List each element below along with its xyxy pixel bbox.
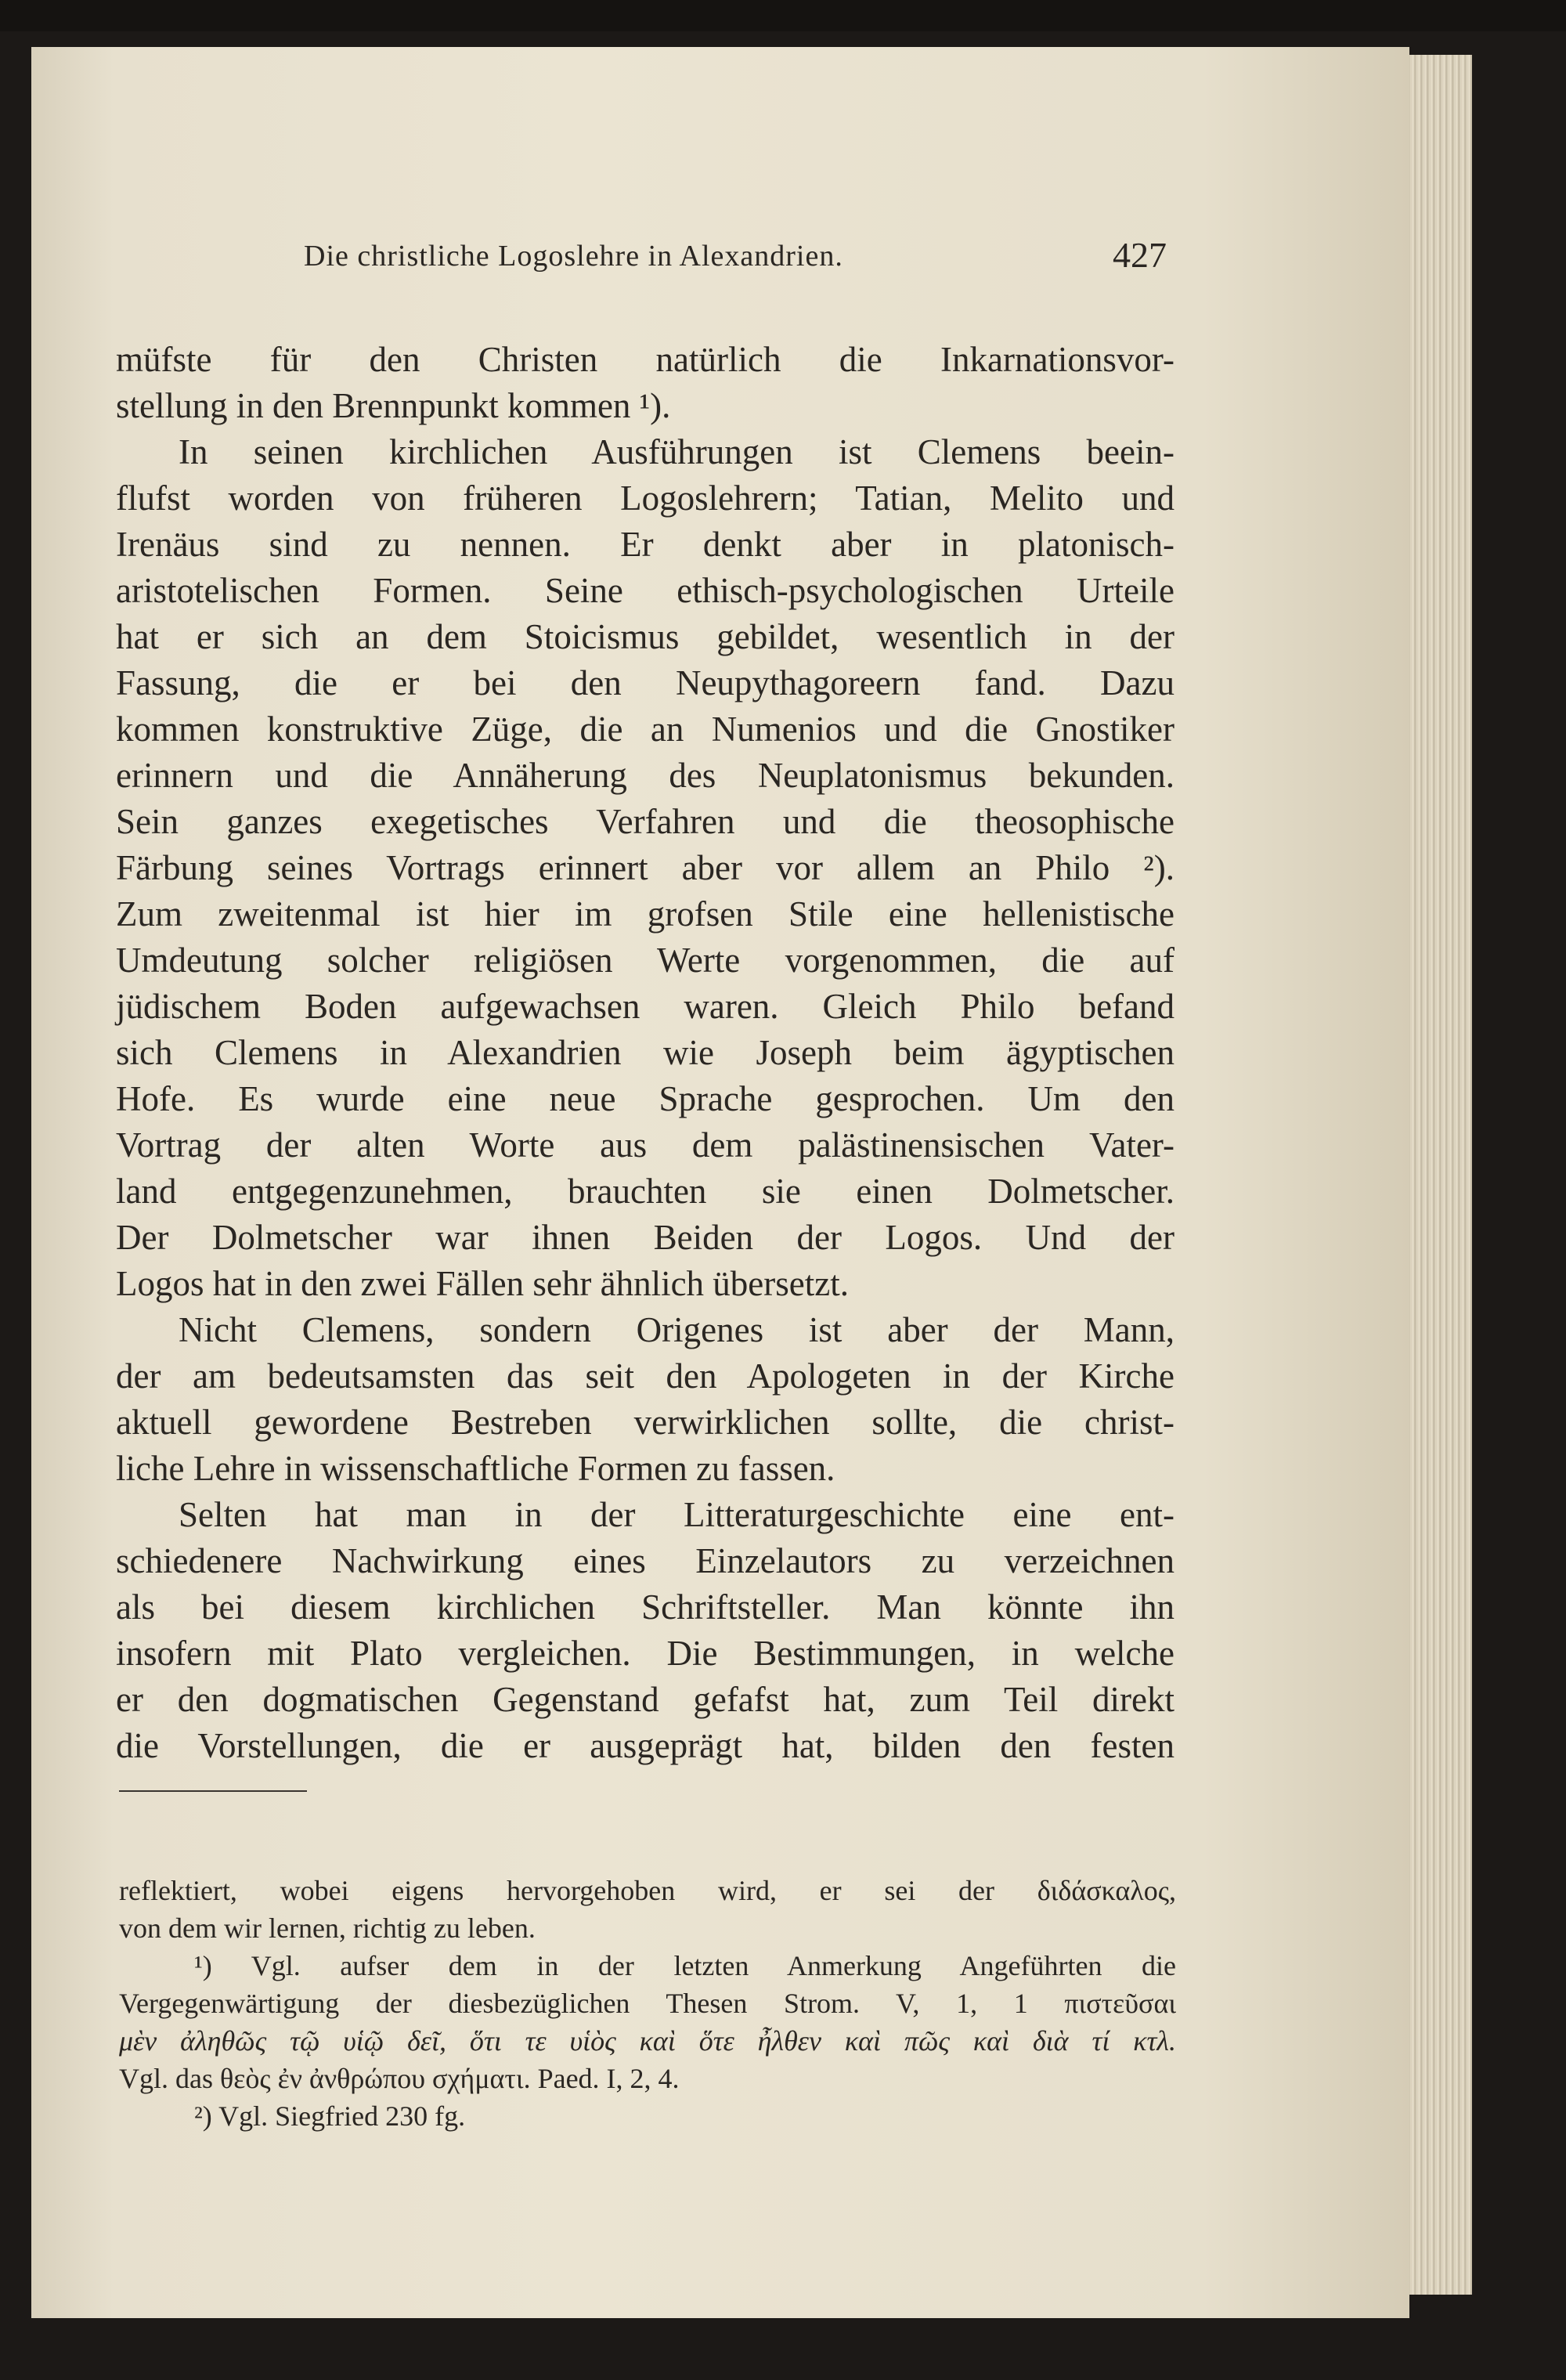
- text-line: kommen konstruktive Züge, die an Numenios und die Gnostiker: [116, 710, 1174, 749]
- text-line: flufst worden von früheren Logoslehrern; Tatian, Melito und: [116, 479, 1174, 518]
- footnote-line: von dem wir lernen, richtig zu leben.: [119, 1912, 536, 1944]
- footnote-line: μὲν ἀληθῶς τῷ υἱῷ δεῖ, ὅτι τε υἱὸς καὶ ὅτε ἦλθεν καὶ πῶς καὶ διὰ τί κτλ.: [119, 2025, 1176, 2057]
- footnote-line: reflektiert, wobei eigens hervorgehoben wird, er sei der διδάσκαλος,: [119, 1875, 1176, 1906]
- text-line: Vortrag der alten Worte aus dem palästinensischen Vater-: [116, 1125, 1174, 1165]
- text-line: aristotelischen Formen. Seine ethisch-psychologischen Urteile: [116, 571, 1174, 610]
- text-line: jüdischem Boden aufgewachsen waren. Gleich Philo befand: [116, 987, 1174, 1026]
- book-page: [31, 47, 1409, 2318]
- page-number: 427: [1113, 235, 1167, 275]
- text-line: aktuell gewordene Bestreben verwirklichen sollte, die christ-: [116, 1403, 1174, 1442]
- text-line: liche Lehre in wissenschaftliche Formen zu fassen.: [116, 1449, 835, 1488]
- text-line: Umdeutung solcher religiösen Werte vorgenommen, die auf: [116, 941, 1174, 980]
- text-line: als bei diesem kirchlichen Schriftsteller. Man könnte ihn: [116, 1587, 1174, 1627]
- text-line: sich Clemens in Alexandrien wie Joseph beim ägyptischen: [116, 1033, 1174, 1072]
- footnote-rule: [119, 1790, 307, 1792]
- text-line: er den dogmatischen Gegenstand gefafst hat, zum Teil direkt: [116, 1680, 1174, 1719]
- text-line: Logos hat in den zwei Fällen sehr ähnlich übersetzt.: [116, 1264, 849, 1303]
- text-line: erinnern und die Annäherung des Neuplatonismus bekunden.: [116, 756, 1174, 795]
- text-line: land entgegenzunehmen, brauchten sie einen Dolmetscher.: [116, 1172, 1174, 1211]
- text-line: Selten hat man in der Litteraturgeschichte eine ent-: [179, 1495, 1174, 1534]
- page-header: [304, 235, 1167, 286]
- text-line: stellung in den Brennpunkt kommen ¹).: [116, 386, 671, 425]
- text-line: Zum zweitenmal ist hier im grofsen Stile eine hellenistische: [116, 894, 1174, 934]
- text-line: die Vorstellungen, die er ausgeprägt hat, bilden den festen: [116, 1726, 1174, 1765]
- text-line: Färbung seines Vortrags erinnert aber vor allem an Philo ²).: [116, 848, 1174, 887]
- text-line: Hofe. Es wurde eine neue Sprache gesprochen. Um den: [116, 1079, 1174, 1118]
- running-title: Die christliche Logoslehre in Alexandrien.: [304, 240, 843, 273]
- body-text: [116, 337, 1174, 1769]
- footnote-line: ¹) Vgl. aufser dem in der letzten Anmerkung Angeführten die: [194, 1950, 1176, 1981]
- text-line: Sein ganzes exegetisches Verfahren und die theosophische: [116, 802, 1174, 841]
- text-line: der am bedeutsamsten das seit den Apologeten in der Kirche: [116, 1356, 1174, 1396]
- text-line: In seinen kirchlichen Ausführungen ist Clemens beein-: [179, 432, 1174, 471]
- footnote-line: ²) Vgl. Siegfried 230 fg.: [194, 2100, 466, 2132]
- text-line: Nicht Clemens, sondern Origenes ist aber der Mann,: [179, 1310, 1174, 1349]
- footnote-line: Vgl. das θεὸς ἐν ἀνθρώπου σχήματι. Paed. I, 2, 4.: [119, 2063, 680, 2094]
- text-line: insofern mit Plato vergleichen. Die Bestimmungen, in welche: [116, 1634, 1174, 1673]
- text-line: müfste für den Christen natürlich die Inkarnationsvor-: [116, 340, 1174, 379]
- text-line: Der Dolmetscher war ihnen Beiden der Logos. Und der: [116, 1218, 1174, 1257]
- footnotes: [119, 1872, 1176, 2135]
- text-line: schiedenere Nachwirkung eines Einzelautors zu verzeichnen: [116, 1541, 1174, 1580]
- text-line: hat er sich an dem Stoicismus gebildet, wesentlich in der: [116, 617, 1174, 656]
- text-line: Irenäus sind zu nennen. Er denkt aber in platonisch-: [116, 525, 1174, 564]
- footnote-line: Vergegenwärtigung der diesbezüglichen Thesen Strom. V, 1, 1 πιστεῦσαι: [119, 1988, 1176, 2019]
- text-line: Fassung, die er bei den Neupythagoreern fand. Dazu: [116, 663, 1174, 702]
